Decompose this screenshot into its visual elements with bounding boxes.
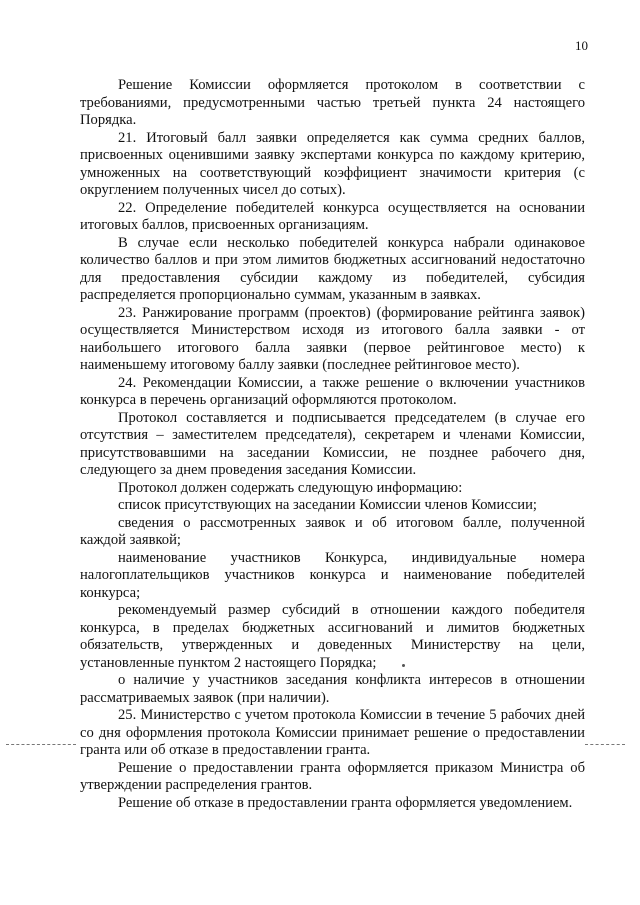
paragraph-equal-scores: В случае если несколько победителей конкурса набрали одинаковое количество баллов и при этом лимитов бюджетных ассигнований недостаточно для предоставления субсидии каждому из победителей, субсидия распределяется пропорционально суммам, указанным в заявках. — [80, 234, 585, 303]
paragraph-24-recommendations: 24. Рекомендации Комиссии, а также решение о включении участников конкурса в перечень организаций оформляются протоколом. — [80, 374, 585, 408]
paragraph-23-ranking: 23. Ранжирование программ (проектов) (формирование рейтинга заявок) осуществляется Министерством исходя из итогового балла заявки - от наибольшего итогового балла заявки (первое рейтинговое место) к наименьшему итоговому баллу заявки (последнее рейтинговое место). — [80, 304, 585, 373]
document-body — [80, 77, 585, 812]
list-item-applications: сведения о рассмотренных заявок и об итоговом балле, полученной каждой заявкой; — [80, 514, 585, 548]
scan-artifact-line-right — [585, 744, 625, 745]
paragraph-refusal-notice: Решение об отказе в предоставлении гранта оформляется уведомлением. — [118, 794, 573, 811]
paragraph-protocol-contents: Протокол должен содержать следующую информацию: — [118, 479, 463, 496]
scan-artifact-dot — [402, 664, 405, 667]
scan-artifact-line-left — [6, 744, 76, 745]
list-item-attendees: список присутствующих на заседании Комиссии членов Комиссии; — [118, 497, 537, 513]
paragraph-grant-order: Решение о предоставлении гранта оформляется приказом Министра об утверждении распределения грантов. — [80, 759, 585, 793]
list-item-subsidy-size: рекомендуемый размер субсидий в отношении каждого победителя конкурса, в пределах бюджетных ассигнований и лимитов бюджетных обязательств, утвержденных и доведенных Министерству на цели, установленные пунктом 2 настоящего Порядка; — [80, 602, 585, 671]
page-number: 10 — [575, 38, 588, 53]
paragraph-21-final-score: 21. Итоговый балл заявки определяется как сумма средних баллов, присвоенных оценившими заявку экспертами конкурса по каждому критерию, умноженных на соответствующий коэффициент значимости критерия (с округлением полученных чисел до сотых). — [80, 129, 585, 198]
paragraph-22-winners: 22. Определение победителей конкурса осуществляется на основании итоговых баллов, присвоенных организациям. — [80, 199, 585, 233]
paragraph-protocol-signing: Протокол составляется и подписывается председателем (в случае его отсутствия – заместителем председателя), секретарем и членами Комиссии, присутствовавшими на заседании Комиссии, не позднее рабочего дня, следующего за днем проведения заседания Комиссии. — [80, 409, 585, 478]
paragraph-25-ministry-decision: 25. Министерство с учетом протокола Комиссии в течение 5 рабочих дней со дня оформления протокола Комиссии принимает решение о предоставлении гранта или об отказе в предоставлении гранта. — [80, 707, 585, 758]
list-item-participants: наименование участников Конкурса, индивидуальные номера налогоплательщиков участников конкурса и наименование победителей конкурса; — [80, 549, 585, 601]
list-item-conflict-of-interest: о наличие у участников заседания конфликта интересов в отношении рассматриваемых заявок (при наличии). — [80, 672, 585, 706]
paragraph-commission-decision: Решение Комиссии оформляется протоколом в соответствии с требованиями, предусмотренными частью третьей пункта 24 настоящего Порядка. — [80, 77, 585, 128]
